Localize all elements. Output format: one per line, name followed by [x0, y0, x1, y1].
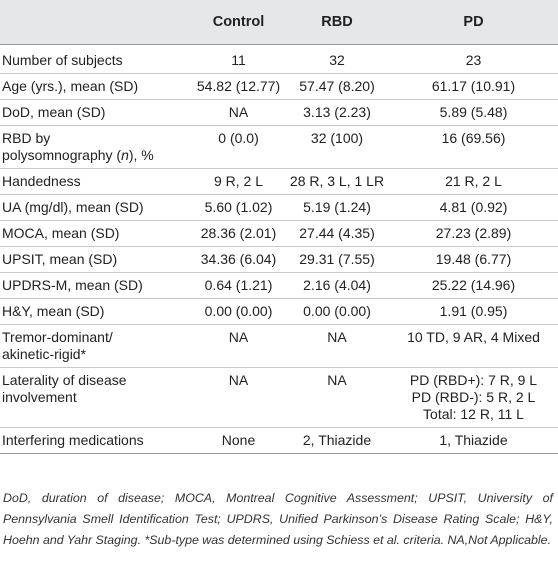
table-row	[0, 299, 558, 325]
cell-pd: 27.23 (2.89)	[389, 221, 558, 247]
row-label-line2: akinetic-rigid*	[2, 346, 87, 362]
cell-control: None	[192, 428, 285, 454]
row-label: Handedness	[0, 169, 192, 195]
cell-control: NA	[192, 368, 285, 428]
table-row	[0, 273, 558, 299]
row-label-line1: Tremor-dominant/	[2, 329, 113, 345]
cell-control: 34.36 (6.04)	[192, 247, 285, 273]
cell-pd-line3: Total: 12 R, 11 L	[423, 406, 524, 422]
cell-pd: 61.17 (10.91)	[389, 74, 558, 100]
row-label: H&Y, mean (SD)	[0, 299, 192, 325]
table-row	[0, 221, 558, 247]
cell-pd	[389, 368, 558, 428]
cell-rbd: NA	[285, 325, 389, 368]
cell-rbd: 27.44 (4.35)	[285, 221, 389, 247]
cell-rbd: NA	[285, 368, 389, 428]
table-row	[0, 428, 558, 454]
row-label-line2-pre: polysomnography (	[2, 147, 122, 163]
row-label: MOCA, mean (SD)	[0, 221, 192, 247]
row-label-line1: Laterality of disease	[2, 372, 127, 388]
cell-rbd: 28 R, 3 L, 1 LR	[285, 169, 389, 195]
header-control: Control	[192, 0, 285, 45]
cell-rbd: 57.47 (8.20)	[285, 74, 389, 100]
cell-rbd: 32	[329, 52, 345, 68]
cell-rbd: 5.19 (1.24)	[285, 195, 389, 221]
row-label: Number of subjects	[2, 52, 123, 68]
table-row	[0, 247, 558, 273]
row-label: DoD, mean (SD)	[0, 100, 192, 126]
cell-pd: 23	[465, 52, 482, 68]
table-row	[0, 169, 558, 195]
cell-control: 0.64 (1.21)	[192, 273, 285, 299]
row-label: Age (yrs.), mean (SD)	[0, 74, 192, 100]
table-row	[0, 52, 558, 74]
cell-control: NA	[192, 100, 285, 126]
row-label-line2: involvement	[2, 389, 77, 405]
table-row	[0, 195, 558, 221]
cell-control: 5.60 (1.02)	[192, 195, 285, 221]
row-label-line2-n: n	[121, 147, 129, 163]
cell-pd: 25.22 (14.96)	[389, 273, 558, 299]
row-label: UA (mg/dl), mean (SD)	[0, 195, 192, 221]
table-row	[0, 368, 558, 428]
row-label	[0, 368, 192, 428]
header-row	[0, 0, 558, 45]
cell-control: NA	[192, 325, 285, 368]
cell-pd-line2: PD (RBD-): 5 R, 2 L	[411, 389, 536, 405]
cell-control: 9 R, 2 L	[192, 169, 285, 195]
row-label: UPDRS-M, mean (SD)	[0, 273, 192, 299]
cell-pd: 19.48 (6.77)	[389, 247, 558, 273]
table-footnote: DoD, duration of disease; MOCA, Montreal Cognitive Assessment; UPSIT, University of Pennsylvania Smell Identification Test; UPDRS, Unified Parkinson’s Disease Rating Scale; H&Y, Hoehn and Yahr Staging. *Sub-type was determined using Schiess et al. criteria. NA,Not Applicable.	[3, 491, 553, 547]
header-pd: PD	[389, 0, 558, 45]
row-label-line1: RBD by	[2, 130, 51, 146]
cell-pd: 10 TD, 9 AR, 4 Mixed	[389, 325, 558, 368]
cell-control: 0.00 (0.00)	[192, 299, 285, 325]
cell-control: 11	[231, 52, 246, 68]
cell-pd: 1.91 (0.95)	[389, 299, 558, 325]
cell-control: 54.82 (12.77)	[192, 74, 285, 100]
table-row	[0, 100, 558, 126]
row-label: UPSIT, mean (SD)	[0, 247, 192, 273]
row-label-line2-post: ), %	[128, 147, 154, 163]
row-label	[0, 126, 192, 169]
cell-rbd: 2.16 (4.04)	[285, 273, 389, 299]
header-blank	[0, 0, 192, 45]
table-row	[0, 325, 558, 368]
table-row	[0, 74, 558, 100]
cell-pd: 5.89 (5.48)	[389, 100, 558, 126]
table-row	[0, 126, 558, 169]
cell-rbd: 0.00 (0.00)	[285, 299, 389, 325]
cell-control: 28.36 (2.01)	[192, 221, 285, 247]
header-rbd: RBD	[285, 0, 389, 45]
cell-rbd: 2, Thiazide	[285, 428, 389, 454]
cell-pd: 1, Thiazide	[389, 428, 558, 454]
cell-pd-line1: PD (RBD+): 7 R, 9 L	[409, 372, 538, 388]
cell-pd: 21 R, 2 L	[389, 169, 558, 195]
cell-rbd: 29.31 (7.55)	[285, 247, 389, 273]
row-label	[0, 325, 192, 368]
cell-rbd: 3.13 (2.23)	[285, 100, 389, 126]
cell-control: 0 (0.0)	[192, 126, 285, 169]
cell-pd: 4.81 (0.92)	[389, 195, 558, 221]
cell-rbd: 32 (100)	[285, 126, 389, 169]
row-label: Interfering medications	[0, 428, 192, 454]
cell-pd: 16 (69.56)	[389, 126, 558, 169]
